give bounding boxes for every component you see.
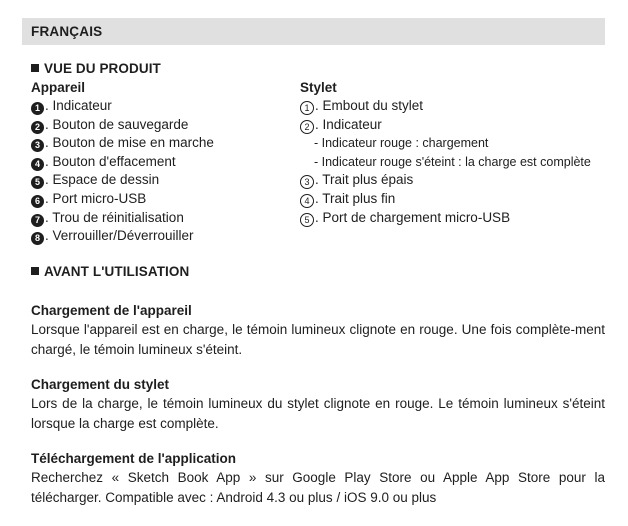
stylus-item-label: . Port de chargement micro-USB [315, 209, 511, 225]
circled-number-icon: 1 [300, 101, 314, 115]
stylus-item-label: . Embout du stylet [315, 98, 424, 113]
device-charging-text: Lorsque l'appareil est en charge, le témoin lumineux clignote en rouge. Une fois complète-ment chargé, le témoin lumineux s'éteint. [31, 322, 605, 357]
stylus-item [300, 190, 591, 209]
product-view-title [31, 61, 161, 76]
filled-number-icon: 2 [31, 121, 44, 134]
square-bullet-icon [31, 64, 39, 72]
device-charging-heading: Chargement de l'appareil [31, 303, 192, 318]
app-download-section [31, 449, 605, 507]
stylus-charging-heading: Chargement du stylet [31, 377, 170, 392]
device-item [31, 171, 214, 190]
device-item [31, 209, 214, 228]
circled-number-icon: 4 [300, 194, 314, 208]
stylus-item [300, 97, 591, 116]
app-download-heading: Téléchargement de l'application [31, 451, 237, 466]
circled-number-icon: 2 [300, 120, 314, 134]
device-item-label: . Bouton de sauvegarde [45, 116, 189, 132]
filled-number-icon: 3 [31, 139, 44, 152]
stylus-item [300, 116, 591, 135]
stylus-item-label: . Trait plus fin [315, 190, 396, 206]
before-use-title [31, 264, 189, 279]
before-use-title-text: AVANT L'UTILISATION [44, 264, 190, 279]
device-item [31, 134, 214, 153]
filled-number-icon: 7 [31, 214, 44, 227]
device-item-label: . Espace de dessin [45, 172, 160, 188]
device-item-label: . Port micro-USB [45, 190, 147, 206]
device-item-label: . Trou de réinitialisation [45, 209, 184, 225]
stylus-charging-section [31, 375, 605, 433]
device-item [31, 97, 214, 116]
language-header: FRANÇAIS [22, 18, 605, 45]
stylus-indicator-note: - Indicateur rouge s'éteint : la charge est complète [314, 154, 591, 169]
stylus-item [300, 171, 591, 190]
device-item-label: . Verrouiller/Déverrouiller [45, 228, 194, 244]
app-download-text: Recherchez « Sketch Book App » sur Google Play Store ou Apple App Store pour la télécharger. Compatible avec : Android 4.3 ou plus / iOS 9.0 ou plus [31, 470, 605, 505]
stylus-item-label: . Trait plus épais [315, 172, 414, 188]
filled-number-icon: 1 [31, 102, 44, 115]
device-charging-section [31, 301, 605, 359]
device-item [31, 153, 214, 172]
filled-number-icon: 4 [31, 158, 44, 171]
stylus-indicator-note: - Indicateur rouge : chargement [314, 136, 489, 151]
square-bullet-icon [31, 267, 39, 275]
stylus-heading: Stylet [300, 80, 337, 95]
stylus-item [300, 209, 591, 228]
filled-number-icon: 8 [31, 232, 44, 245]
circled-number-icon: 3 [300, 175, 314, 189]
stylus-item-label: . Indicateur [315, 116, 382, 132]
stylus-charging-text: Lors de la charge, le témoin lumineux du stylet clignote en rouge. Le témoin lumineux s'éteint lorsque la charge est complète. [31, 396, 605, 431]
device-column [31, 80, 214, 246]
stylus-column [300, 80, 591, 227]
product-view-title-text: VUE DU PRODUIT [44, 61, 161, 76]
circled-number-icon: 5 [300, 213, 314, 227]
device-heading: Appareil [31, 80, 86, 95]
device-item [31, 116, 214, 135]
device-item [31, 190, 214, 209]
filled-number-icon: 5 [31, 176, 44, 189]
device-item-label: . Bouton de mise en marche [45, 135, 214, 151]
filled-number-icon: 6 [31, 195, 44, 208]
device-item [31, 227, 214, 246]
device-item-label: . Bouton d'effacement [45, 153, 176, 169]
device-item-label: . Indicateur [45, 98, 112, 113]
